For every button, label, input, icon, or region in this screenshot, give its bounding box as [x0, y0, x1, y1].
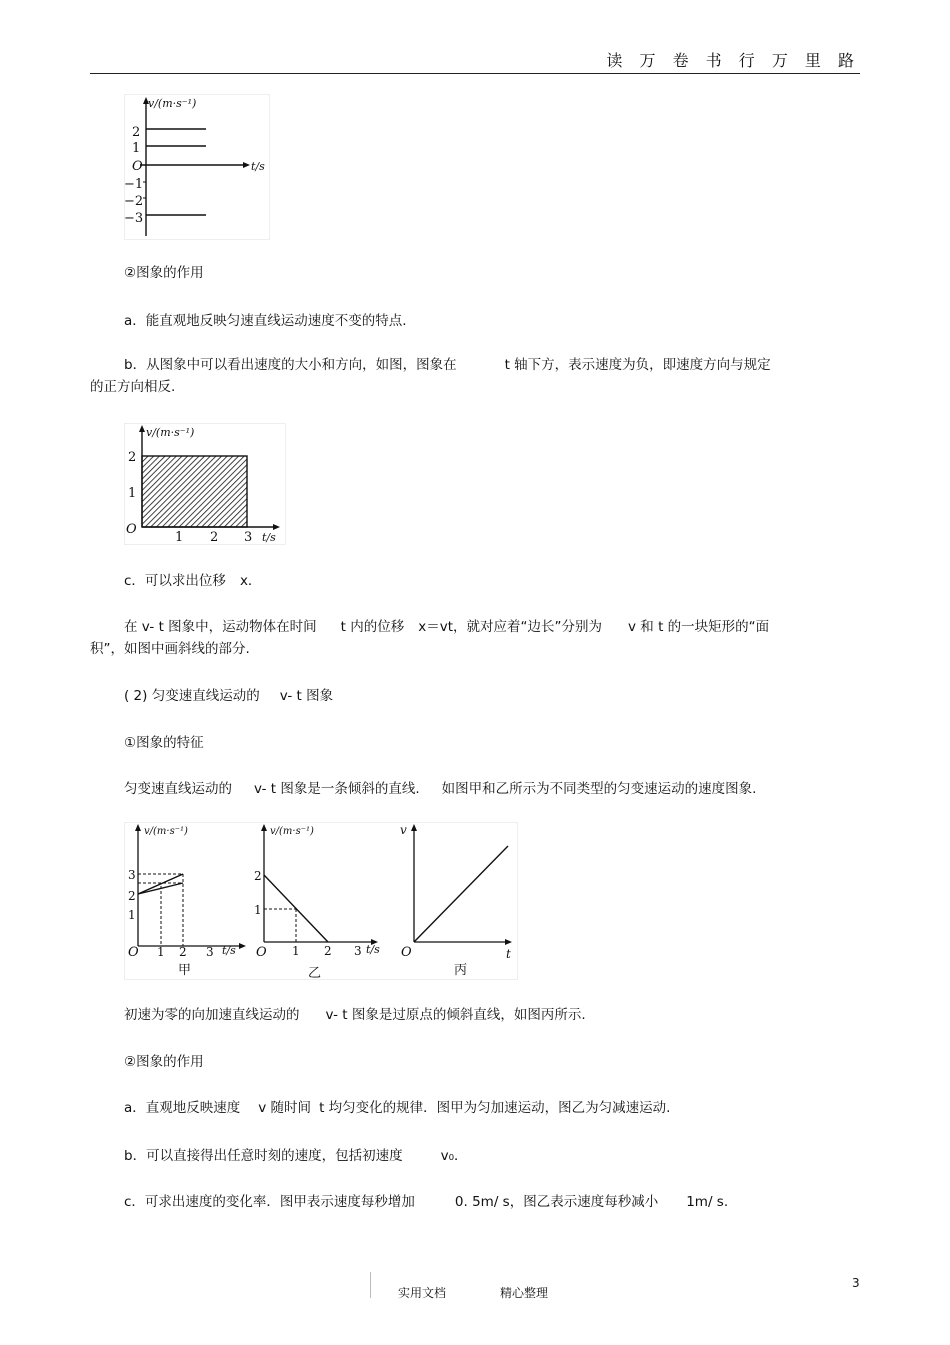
fig2-y-tick-1: 1	[128, 486, 137, 501]
para-feature-part1: 匀变速直线运动的	[124, 781, 232, 797]
para-area-part3: x＝vt，就对应着“边长”分别为	[418, 619, 603, 635]
para-function-heading-2: ②图象的作用	[124, 1054, 204, 1070]
jia-x-tick-2: 2	[179, 945, 187, 959]
para-section-2-part1: ( 2) 匀变速直线运动的	[124, 688, 260, 704]
bing-y-axis-label: v	[400, 823, 407, 837]
para-a2-part2: v 随时间	[258, 1100, 312, 1116]
footer-right-text: 精心整理	[500, 1286, 549, 1300]
para-feature-heading: ①图象的特征	[124, 735, 204, 751]
jia-origin-label: O	[128, 945, 139, 960]
fig2-x-tick-2: 2	[210, 530, 219, 545]
para-area-part1: 在 v- t 图象中，运动物体在时间	[124, 619, 317, 635]
para-area-part2: t 内的位移	[340, 619, 405, 635]
yi-y-tick-1: 1	[254, 903, 262, 917]
yi-caption: 乙	[308, 966, 322, 980]
para-zero-part1: 初速为零的向加速直线运动的	[124, 1007, 300, 1023]
para-section-2	[90, 685, 860, 707]
para-zero-part2: v- t 图象是过原点的倾斜直线，如图丙所示.	[325, 1007, 586, 1023]
para-area-explanation	[90, 616, 860, 660]
fig-jia	[128, 824, 246, 978]
para-a-reflect	[90, 1097, 860, 1119]
fig2-x-tick-3: 3	[244, 530, 253, 545]
yi-y-tick-2: 2	[254, 869, 262, 883]
yi-x-axis-label: t/s	[366, 943, 380, 956]
jia-x-tick-1: 1	[157, 945, 165, 959]
para-c-part2: x．	[239, 573, 262, 589]
jia-x-tick-3: 3	[206, 945, 214, 959]
fig1-y-tick-1: 1	[132, 141, 141, 156]
para-b2-part2: v₀．	[440, 1148, 468, 1164]
para-area-part4: v 和 t 的一块矩形的“面	[628, 619, 770, 635]
fig2-x-tick-1: 1	[175, 530, 184, 545]
yi-origin-label: O	[256, 945, 267, 960]
fig-yi	[254, 824, 380, 980]
fig2-x-axis-label: t/s	[262, 531, 276, 544]
fig2-hatched-rect	[142, 456, 247, 527]
fig1-y-tick-neg2: −2	[124, 194, 144, 209]
fig2-origin-label: O	[126, 522, 137, 537]
figure-displacement-area	[124, 423, 286, 545]
yi-x-tick-3: 3	[354, 944, 362, 958]
yi-x-tick-2: 2	[324, 944, 332, 958]
para-b-initial-velocity	[90, 1145, 860, 1167]
para-b2-part1: b．可以直接得出任意时刻的速度，包括初速度	[124, 1148, 403, 1164]
jia-y-tick-3: 3	[128, 868, 136, 882]
para-b-part3: 的正方向相反.	[90, 379, 176, 395]
jia-y-axis-label: v/(m·s⁻¹)	[144, 826, 188, 837]
fig-bing	[400, 823, 512, 978]
page-header-title: 读 万 卷 书 行 万 里 路	[606, 51, 860, 70]
para-a-uniform: a．能直观地反映匀速直线运动速度不变的特点.	[124, 313, 407, 329]
para-a2-part3: t 均匀变化的规律．图甲为匀加速运动，图乙为匀减速运动.	[319, 1100, 671, 1116]
jia-y-tick-2: 2	[128, 889, 136, 903]
para-area-part5: 积”，如图中画斜线的部分.	[90, 641, 250, 657]
para-a2-part1: a．直观地反映速度	[124, 1100, 241, 1116]
fig2-y-axis-label: v/(m·s⁻¹)	[146, 426, 195, 439]
para-section-2-part2: v- t 图象	[279, 688, 334, 704]
yi-y-axis-label: v/(m·s⁻¹)	[270, 826, 314, 837]
jia-y-tick-1: 1	[128, 908, 136, 922]
bing-caption: 丙	[454, 963, 468, 978]
para-zero-initial	[90, 1004, 860, 1026]
footer-separator	[370, 1272, 371, 1298]
para-b-part2: t 轴下方，表示速度为负，即速度方向与规定	[504, 357, 771, 373]
para-c2-part1: c．可求出速度的变化率．图甲表示速度每秒增加	[124, 1194, 415, 1210]
fig1-y-tick-neg3: −3	[124, 211, 144, 226]
fig1-origin-label: O	[132, 159, 143, 174]
page-number: 3	[852, 1276, 860, 1290]
fig1-y-axis-label: v/(m·s⁻¹)	[148, 97, 197, 110]
para-c-rate	[90, 1191, 860, 1213]
fig1-y-tick-2: 2	[132, 125, 141, 140]
jia-x-axis-label: t/s	[222, 944, 236, 957]
para-c2-part2: 0. 5m/ s，图乙表示速度每秒减小	[454, 1194, 659, 1210]
para-feature-part2: v- t 图象是一条倾斜的直线.	[254, 781, 420, 797]
header-divider	[90, 73, 860, 74]
para-c-part1: c．可以求出位移	[124, 573, 226, 589]
para-feature-desc	[90, 778, 860, 800]
para-b-part1: b．从图象中可以看出速度的大小和方向，如图，图象在	[124, 357, 457, 373]
para-graph-function-heading: ②图象的作用	[124, 265, 204, 281]
figure-jia-yi-bing	[124, 822, 518, 980]
para-b-direction	[90, 354, 860, 398]
fig2-y-tick-2: 2	[128, 450, 137, 465]
bing-origin-label: O	[401, 945, 412, 960]
figure-uniform-velocity-lines	[124, 94, 270, 240]
jia-caption: 甲	[178, 963, 192, 978]
para-c-displacement	[90, 570, 860, 592]
para-feature-part3: 如图甲和乙所示为不同类型的匀变速运动的速度图象.	[441, 781, 757, 797]
fig1-x-axis-label: t/s	[251, 160, 265, 173]
footer-left-text: 实用文档	[398, 1286, 447, 1300]
para-c2-part3: 1m/ s.	[686, 1194, 729, 1210]
yi-x-tick-1: 1	[292, 944, 300, 958]
bing-x-axis-label: t	[506, 947, 511, 961]
fig1-y-tick-neg1: −1	[124, 177, 144, 192]
